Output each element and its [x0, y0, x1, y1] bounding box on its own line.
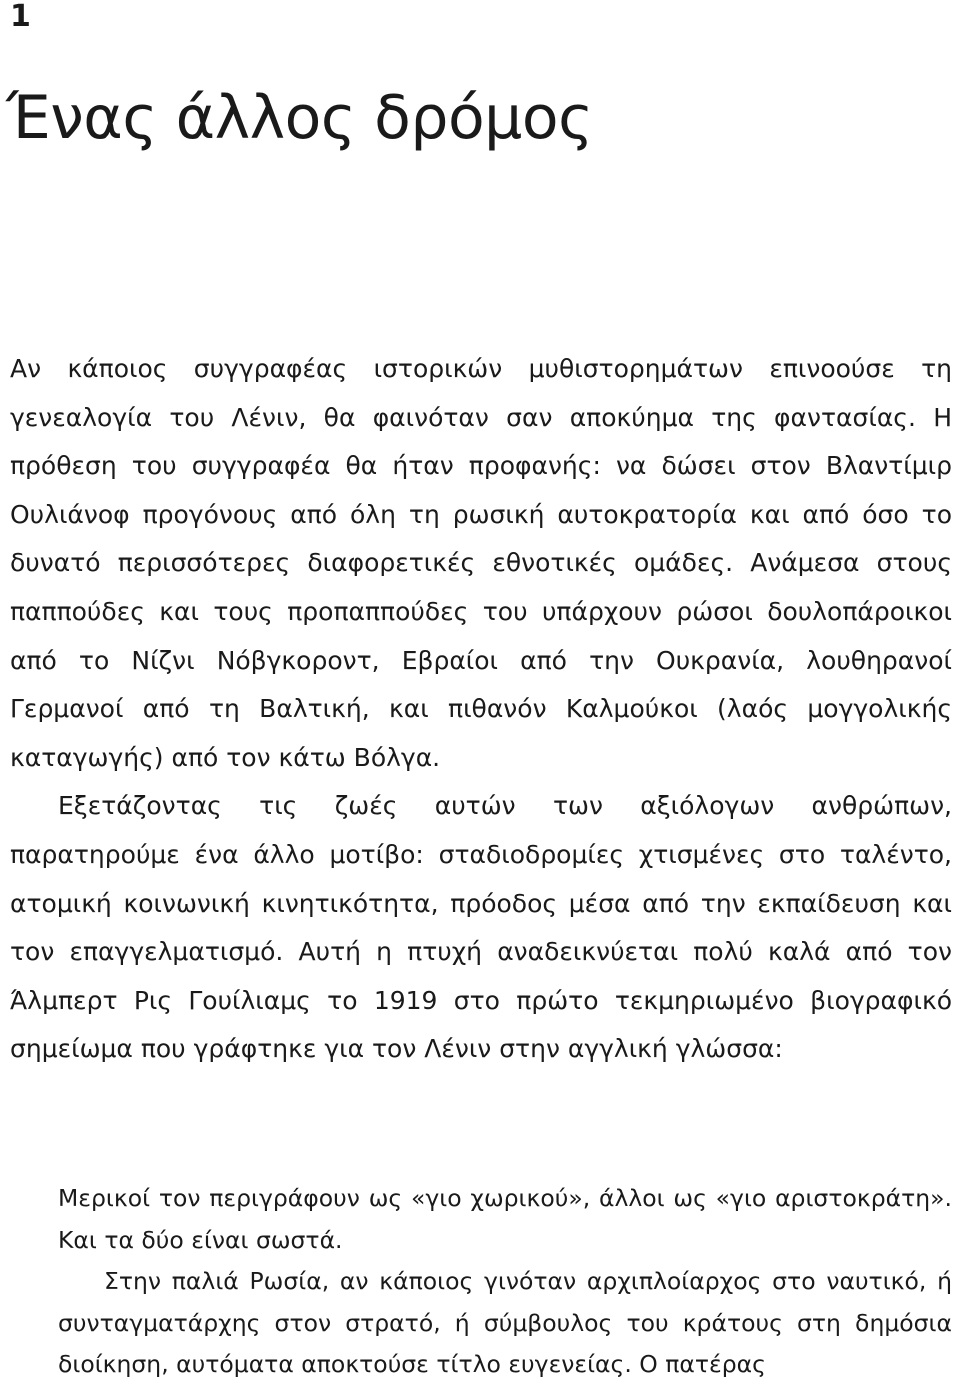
body-paragraph-1: Αν κάποιος συγγραφέας ιστορικών μυθιστορημάτων επινοούσε τη γενεαλογία του Λένιν, θα φαινόταν σαν αποκύημα της φαντασίας. Η πρόθεση του συγγραφέα θα ήταν προφανής: να δώσει στον Βλαντίμιρ Ουλιάνοφ προγόνους από όλη τη ρωσική αυτοκρατορία και από όσο το δυνατό περισσότερες διαφορετικές εθνοτικές ομάδες. Ανάμεσα στους παππούδες και τους προπαππούδες του υπάρχουν ρώσοι δουλοπάροικοι από το Νίζνι Νόβγκοροντ, Εβραίοι από την Ουκρανία, λουθηρανοί Γερμανοί από τη Βαλτική, και πιθανόν Καλμούκοι (λαός μογγολικής καταγωγής) από τον κάτω Βόλγα.	[10, 354, 952, 772]
block-quote	[58, 1178, 952, 1381]
chapter-number: 1	[10, 0, 31, 34]
chapter-title: Ένας άλλος δρόμος	[6, 83, 593, 153]
quote-paragraph-2: Στην παλιά Ρωσία, αν κάποιος γινόταν αρχιπλοίαρχος στο ναυτικό, ή συνταγματάρχης στον στρατό, ή σύμβουλος του κράτους στη δημόσια διοίκηση, αυτόματα αποκτούσε τίτλο ευγενείας. Ο πατέρας	[58, 1267, 952, 1378]
body-paragraph-2: Εξετάζοντας τις ζωές αυτών των αξιόλογων ανθρώπων, παρατηρούμε ένα άλλο μοτίβο: σταδιοδρομίες χτισμένες στο ταλέντο, ατομική κοινωνική κινητικότητα, πρόοδος μέσα από την εκπαίδευση και τον επαγγελματισμό. Αυτή η πτυχή αναδεικνύεται πολύ καλά από τον Άλμπερτ Ρις Γουίλιαμς το 1919 στο πρώτο τεκμηριωμένο βιογραφικό σημείωμα που γράφτηκε για τον Λένιν στην αγγλική γλώσσα:	[10, 791, 952, 1064]
quote-paragraph-1: Μερικοί τον περιγράφουν ως «γιο χωρικού», άλλοι ως «γιο αριστοκράτη». Και τα δύο είναι σωστά.	[58, 1184, 952, 1254]
body-text	[10, 345, 952, 1074]
